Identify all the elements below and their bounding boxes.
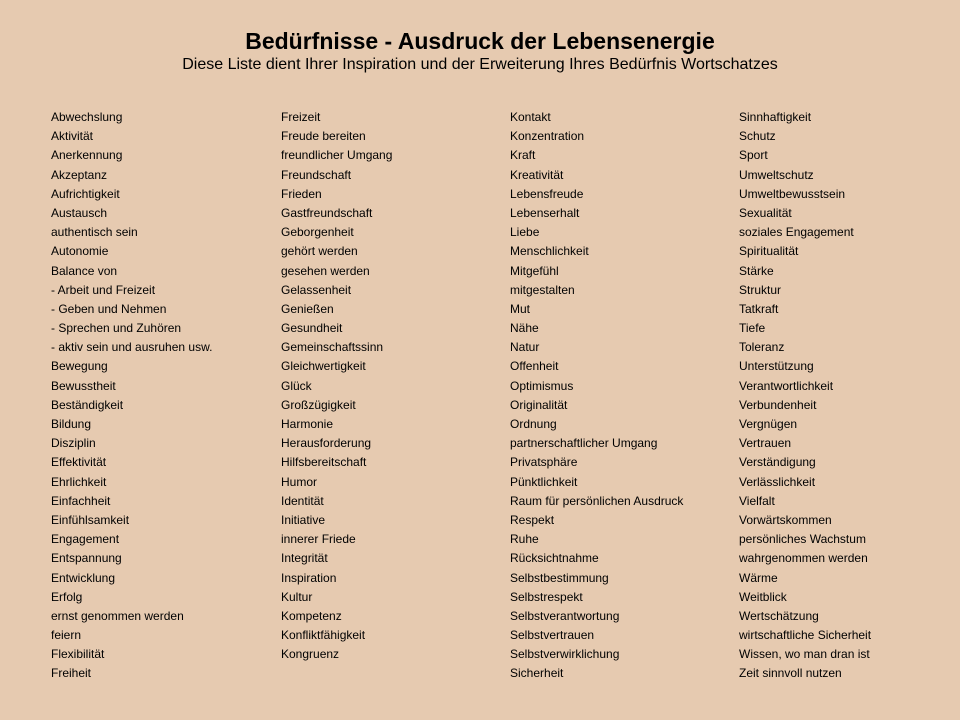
need-item: Disziplin: [51, 436, 96, 451]
need-item: Weitblick: [739, 589, 787, 604]
need-item: Liebe: [510, 225, 540, 240]
need-item: freundlicher Umgang: [281, 148, 393, 163]
need-item: Harmonie: [281, 417, 334, 431]
need-item: Bildung: [51, 417, 92, 431]
need-item: Struktur: [739, 282, 782, 297]
need-item: Kontakt: [510, 110, 551, 124]
need-item: Kompetenz: [281, 608, 342, 623]
need-item: Konzentration: [510, 129, 585, 144]
need-item: Abwechslung: [51, 110, 123, 124]
need-item: Tiefe: [739, 321, 766, 336]
need-item: Freizeit: [281, 110, 321, 124]
need-item: Pünktlichkeit: [510, 474, 578, 489]
need-item: Aufrichtigkeit: [51, 186, 120, 201]
need-item: Austausch: [51, 205, 108, 220]
need-item: Wärme: [739, 570, 778, 585]
need-item: soziales Engagement: [739, 225, 854, 240]
need-item: Gastfreundschaft: [281, 205, 373, 220]
needs-list: [0, 108, 960, 688]
need-item: Aktivität: [51, 129, 94, 144]
need-item: Sport: [739, 148, 768, 163]
need-item: Konfliktfähigkeit: [281, 628, 366, 643]
need-item: - Arbeit und Freizeit: [51, 282, 156, 297]
need-item: Verlässlichkeit: [739, 474, 816, 489]
need-item: Erfolg: [51, 589, 83, 604]
need-item: feiern: [51, 628, 82, 643]
need-item: - Sprechen und Zuhören: [51, 321, 182, 336]
need-item: Freundschaft: [281, 167, 352, 182]
need-item: Mitgefühl: [510, 263, 559, 278]
need-item: Natur: [510, 340, 540, 355]
need-item: Gesundheit: [281, 321, 343, 336]
need-item: Bewusstheit: [51, 378, 116, 393]
need-item: Lebensfreude: [510, 186, 584, 201]
need-item: wahrgenommen werden: [739, 551, 868, 566]
need-item: Großzügigkeit: [281, 397, 356, 412]
need-item: gesehen werden: [281, 263, 370, 278]
need-item: Beständigkeit: [51, 397, 124, 412]
need-item: Integrität: [281, 551, 328, 566]
need-item: Spiritualität: [739, 244, 799, 259]
need-item: Engagement: [51, 532, 120, 547]
page-subtitle: Diese Liste dient Ihrer Inspiration und der Erweiterung Ihres Bedürfnis Wortschatzes: [182, 56, 778, 73]
need-item: Einfachheit: [51, 493, 111, 508]
need-item: Selbstvertrauen: [510, 628, 595, 643]
need-item: Vertrauen: [739, 436, 792, 451]
need-item: Verantwortlichkeit: [739, 378, 834, 393]
need-item: Offenheit: [510, 359, 559, 374]
need-item: Freiheit: [51, 666, 92, 681]
need-item: Raum für persönlichen Ausdruck: [510, 493, 684, 508]
need-item: Optimismus: [510, 378, 574, 393]
need-item: Verbundenheit: [739, 397, 817, 412]
need-item: Frieden: [281, 186, 322, 201]
need-item: Herausforderung: [281, 436, 372, 451]
need-item: Verständigung: [739, 455, 816, 470]
need-item: Umweltschutz: [739, 167, 814, 182]
need-item: authentisch sein: [51, 225, 138, 240]
need-item: Privatsphäre: [510, 455, 578, 470]
need-item: Selbstverantwortung: [510, 608, 620, 623]
need-item: Ordnung: [510, 417, 557, 431]
need-item: Vergnügen: [739, 417, 798, 431]
need-item: Kreativität: [510, 167, 564, 182]
need-item: Humor: [281, 474, 318, 489]
need-item: Inspiration: [281, 570, 337, 585]
need-item: Gelassenheit: [281, 282, 352, 297]
need-item: Umweltbewusstsein: [739, 186, 846, 201]
need-item: Wertschätzung: [739, 608, 819, 623]
need-item: partnerschaftlicher Umgang: [510, 436, 658, 451]
need-item: Originalität: [510, 397, 568, 412]
need-item: Selbstbestimmung: [510, 570, 609, 585]
need-item: Vorwärtskommen: [739, 512, 832, 527]
need-item: Balance von: [51, 263, 118, 278]
need-item: Hilfsbereitschaft: [281, 455, 367, 470]
need-item: Lebenserhalt: [510, 205, 580, 220]
need-item: Sinnhaftigkeit: [739, 110, 812, 124]
need-item: Flexibilität: [51, 647, 105, 662]
need-item: Menschlichkeit: [510, 244, 589, 259]
need-item: Selbstrespekt: [510, 589, 583, 604]
need-item: Akzeptanz: [51, 167, 108, 182]
need-item: Nähe: [510, 321, 539, 336]
page-title: Bedürfnisse - Ausdruck der Lebensenergie: [245, 28, 715, 54]
need-item: Sicherheit: [510, 666, 564, 681]
need-item: Kongruenz: [281, 647, 340, 662]
need-item: Rücksichtnahme: [510, 551, 599, 566]
need-item: Bewegung: [51, 359, 108, 374]
need-item: Vielfalt: [739, 493, 775, 508]
needs-column-1: [51, 108, 212, 684]
need-item: Gemeinschaftssinn: [281, 340, 384, 355]
need-item: Respekt: [510, 512, 555, 527]
needs-column-3: [510, 108, 683, 684]
need-item: Wissen, wo man dran ist: [739, 647, 870, 662]
need-item: Initiative: [281, 512, 326, 527]
need-item: Glück: [281, 378, 312, 393]
need-item: Schutz: [739, 129, 776, 144]
need-item: Genießen: [281, 301, 334, 316]
need-item: Geborgenheit: [281, 225, 354, 240]
need-item: Ruhe: [510, 532, 539, 547]
need-item: persönliches Wachstum: [739, 532, 866, 547]
need-item: - aktiv sein und ausruhen usw.: [51, 340, 213, 355]
need-item: innerer Friede: [281, 532, 356, 547]
need-item: Freude bereiten: [281, 129, 366, 144]
need-item: Entwicklung: [51, 570, 116, 585]
need-item: Entspannung: [51, 551, 122, 566]
need-item: Tatkraft: [739, 301, 779, 316]
need-item: ernst genommen werden: [51, 608, 184, 623]
need-item: Selbstverwirklichung: [510, 647, 620, 662]
need-item: Zeit sinnvoll nutzen: [739, 666, 842, 681]
need-item: Toleranz: [739, 340, 785, 355]
need-item: Mut: [510, 301, 531, 316]
need-item: Autonomie: [51, 244, 109, 259]
needs-column-2: [281, 108, 392, 664]
need-item: gehört werden: [281, 244, 358, 259]
need-item: Identität: [281, 493, 324, 508]
need-item: wirtschaftliche Sicherheit: [739, 628, 872, 643]
need-item: - Geben und Nehmen: [51, 301, 167, 316]
need-item: Einfühlsamkeit: [51, 512, 130, 527]
need-item: Ehrlichkeit: [51, 474, 107, 489]
need-item: Unterstützung: [739, 359, 814, 374]
need-item: Effektivität: [51, 455, 107, 470]
need-item: Kultur: [281, 589, 313, 604]
need-item: Gleichwertigkeit: [281, 359, 366, 374]
need-item: mitgestalten: [510, 282, 575, 297]
need-item: Kraft: [510, 148, 536, 163]
need-item: Stärke: [739, 263, 774, 278]
need-item: Anerkennung: [51, 148, 123, 163]
needs-column-4: [739, 108, 871, 684]
need-item: Sexualität: [739, 205, 792, 220]
